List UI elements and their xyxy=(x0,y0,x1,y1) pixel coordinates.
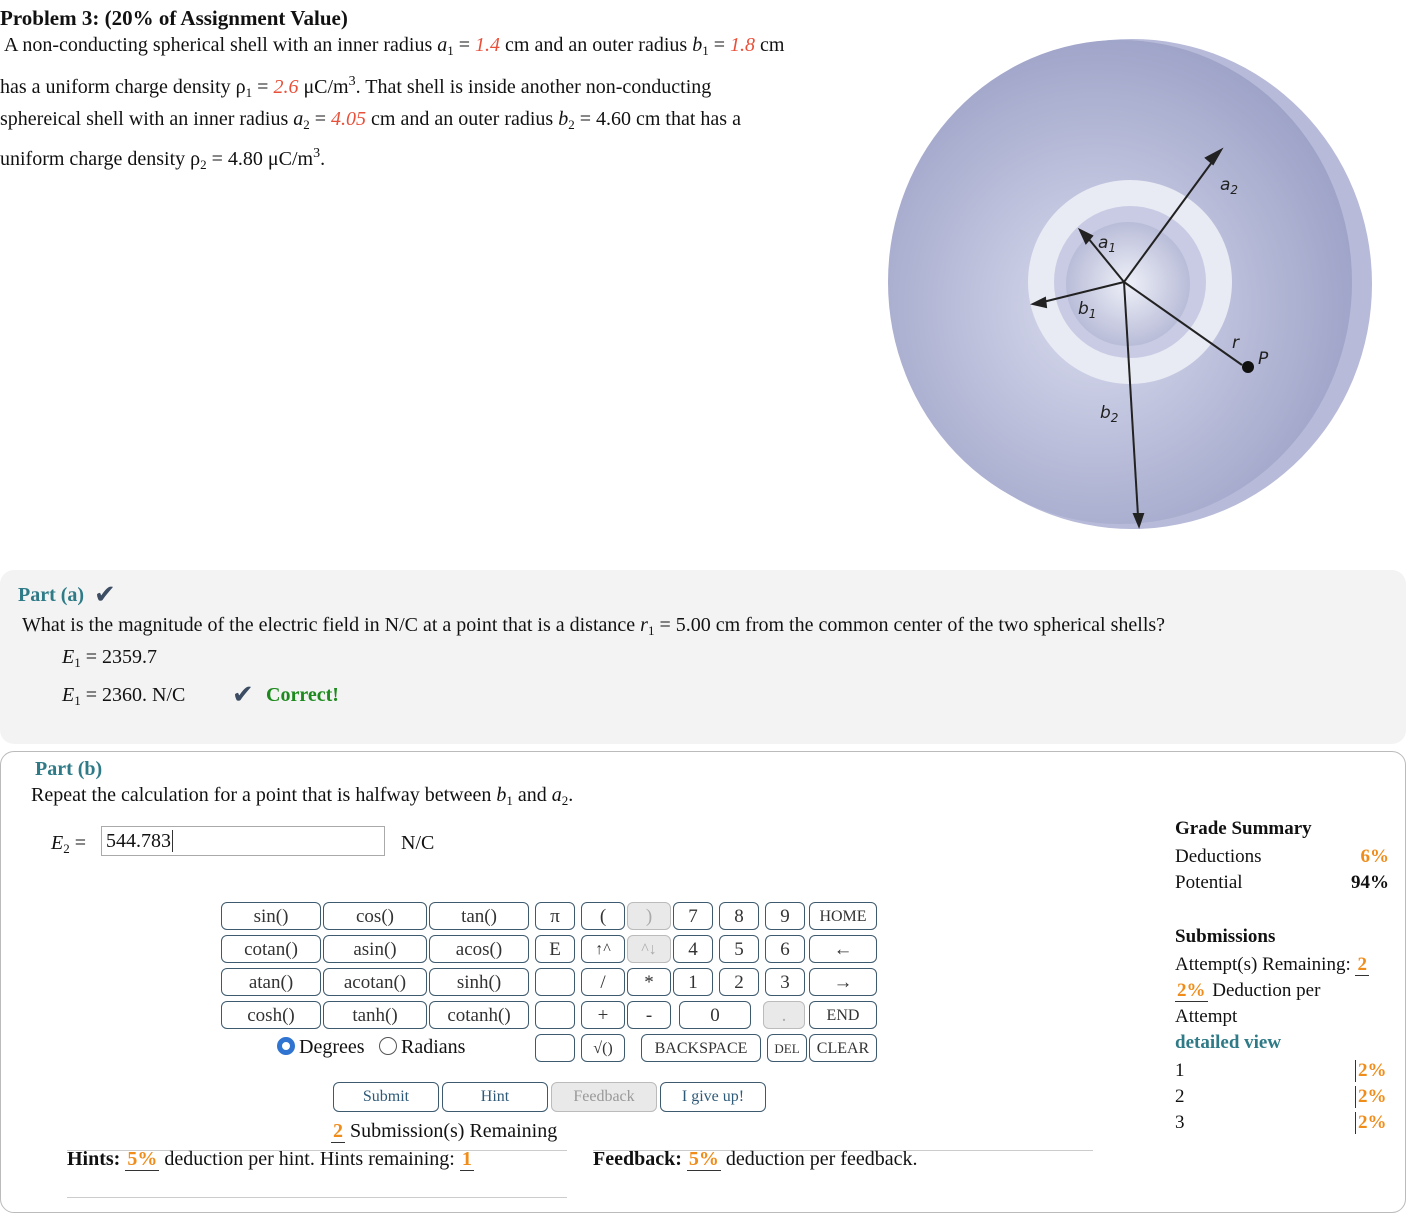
key-6[interactable]: 6 xyxy=(765,935,805,963)
key-end[interactable]: END xyxy=(809,1001,877,1029)
part-b-panel xyxy=(0,751,1406,1213)
key-backspace[interactable]: BACKSPACE xyxy=(641,1034,761,1062)
part-b-question: Repeat the calculation for a point that is halfway between $b_1$ and $a_2$. xyxy=(31,784,574,808)
key-atan[interactable]: atan() xyxy=(221,968,321,996)
feedback-button[interactable]: Feedback xyxy=(551,1082,657,1112)
submissions-remaining: 2 Submission(s) Remaining xyxy=(333,1120,558,1142)
part-a-question: What is the magnitude of the electric field in N/C at a point that is a distance $r_1 = 5.00$ cm from the common center of the two spherical shells? xyxy=(22,614,1166,638)
key-sinh[interactable]: sinh() xyxy=(429,968,529,996)
key-del[interactable]: DEL xyxy=(767,1034,807,1062)
feedback-info: Feedback: 5% deduction per feedback. xyxy=(593,1148,918,1170)
answer-input[interactable]: 544.783 xyxy=(101,826,385,856)
potential-label: Potential xyxy=(1175,872,1243,893)
key-blank-1[interactable] xyxy=(535,968,575,996)
b2-value: 4.60 xyxy=(595,108,631,130)
key-plus[interactable]: + xyxy=(581,1001,625,1029)
key-5[interactable]: 5 xyxy=(719,935,759,963)
key-minus[interactable]: - xyxy=(627,1001,671,1029)
divider-bottom xyxy=(67,1197,567,1198)
a2-value: 4.05 xyxy=(331,108,367,130)
problem-text-line3: sphereical shell with an inner radius $a_2 = 4.05$ cm and an outer radius $b_2 = 4.60$ cm that has a xyxy=(0,108,741,132)
hint-button[interactable]: Hint xyxy=(442,1082,548,1112)
key-9[interactable]: 9 xyxy=(765,902,805,930)
potential-value: 94% xyxy=(1351,872,1389,893)
key-cosh[interactable]: cosh() xyxy=(221,1001,321,1029)
part-a-panel xyxy=(0,570,1406,744)
part-a-entered: $E_1 = 2359.7$ xyxy=(62,646,157,670)
problem-text-line2: has a uniform charge density $\rho_1 = 2.6$ $\mu C/m^3$. That shell is inside another non-conducting xyxy=(0,74,712,100)
label-a1: $a_1$ xyxy=(1098,233,1117,255)
key-blank-2[interactable] xyxy=(535,1001,575,1029)
key-tanh[interactable]: tanh() xyxy=(323,1001,427,1029)
label-r: r xyxy=(1232,333,1239,353)
deductions-value: 6% xyxy=(1360,846,1389,867)
part-a-header[interactable]: Part (a) xyxy=(18,584,85,606)
give-up-button[interactable]: I give up! xyxy=(660,1082,766,1112)
label-b1: $b_1$ xyxy=(1078,299,1097,321)
submissions-title: Submissions xyxy=(1175,926,1276,947)
problem-title: Problem 3: (20% of Assignment Value) xyxy=(0,6,348,30)
submit-button[interactable]: Submit xyxy=(333,1082,439,1112)
radio-selected-icon xyxy=(277,1037,295,1055)
key-acotan[interactable]: acotan() xyxy=(323,968,427,996)
attempts-remaining: Attempt(s) Remaining: 2 xyxy=(1175,954,1367,975)
submission-row-3: 3 xyxy=(1175,1112,1185,1133)
problem-text-line4: uniform charge density $\rho_2 = 4.80$ $\mu C/m^3$. xyxy=(0,146,326,172)
submission-row-2-pct: 2% xyxy=(1355,1086,1387,1108)
key-asin[interactable]: asin() xyxy=(323,935,427,963)
key-e[interactable]: E xyxy=(535,935,575,963)
problem-text-line1: A non-conducting spherical shell with an inner radius $a_1 = 1.4$ cm and an outer radius $b_1 = 1.8$ cm xyxy=(4,34,785,58)
attempt-word: Attempt xyxy=(1175,1006,1238,1027)
key-cos[interactable]: cos() xyxy=(323,902,427,930)
radians-radio[interactable]: Radians xyxy=(379,1036,465,1059)
label-p: P xyxy=(1258,349,1269,369)
key-cotan[interactable]: cotan() xyxy=(221,935,321,963)
units-label: N/C xyxy=(401,832,435,854)
detailed-view-link[interactable]: detailed view xyxy=(1175,1032,1282,1053)
part-a-result: $E_1 = 2360$. N/C xyxy=(62,684,186,708)
key-close-paren[interactable]: ) xyxy=(627,902,671,930)
correct-label: Correct! xyxy=(266,684,339,706)
key-home[interactable]: HOME xyxy=(809,902,877,930)
point-p xyxy=(1242,361,1254,373)
key-sin[interactable]: sin() xyxy=(221,902,321,930)
key-right-arrow[interactable]: → xyxy=(809,968,877,996)
key-8[interactable]: 8 xyxy=(719,902,759,930)
key-2[interactable]: 2 xyxy=(719,968,759,996)
submission-row-1: 1 xyxy=(1175,1060,1185,1081)
key-subscript[interactable]: ^↓ xyxy=(627,935,671,963)
key-open-paren[interactable]: ( xyxy=(581,902,625,930)
submission-row-3-pct: 2% xyxy=(1355,1112,1387,1134)
checkmark-icon: ✔ xyxy=(94,580,116,609)
submission-row-2: 2 xyxy=(1175,1086,1185,1107)
grade-summary-title: Grade Summary xyxy=(1175,818,1312,839)
key-divide[interactable]: / xyxy=(581,968,625,996)
part-b-header[interactable]: Part (b) xyxy=(35,758,103,780)
key-power[interactable]: ↑^ xyxy=(581,935,625,963)
key-decimal[interactable]: . xyxy=(763,1001,805,1029)
hints-info: Hints: 5% deduction per hint. Hints remaining: 1 xyxy=(67,1148,472,1170)
key-clear[interactable]: CLEAR xyxy=(809,1034,877,1062)
key-sqrt[interactable]: √() xyxy=(581,1034,625,1062)
key-multiply[interactable]: * xyxy=(627,968,671,996)
e2-label: $E_2$ = xyxy=(51,832,86,856)
key-3[interactable]: 3 xyxy=(765,968,805,996)
key-acos[interactable]: acos() xyxy=(429,935,529,963)
label-b2: $b_2$ xyxy=(1100,403,1119,425)
label-a2: $a_2$ xyxy=(1220,175,1239,197)
correct-check-icon: ✔ xyxy=(232,680,254,709)
key-7[interactable]: 7 xyxy=(673,902,713,930)
a1-value: 1.4 xyxy=(475,34,501,56)
key-pi[interactable]: π xyxy=(535,902,575,930)
rho2-value: 4.80 xyxy=(227,148,263,170)
rho1-value: 2.6 xyxy=(273,76,299,98)
key-blank-3[interactable] xyxy=(535,1034,575,1062)
key-cotanh[interactable]: cotanh() xyxy=(429,1001,529,1029)
key-left-arrow[interactable]: ← xyxy=(809,935,877,963)
deduction-per-attempt: 2% Deduction per xyxy=(1177,980,1321,1001)
key-tan[interactable]: tan() xyxy=(429,902,529,930)
key-0[interactable]: 0 xyxy=(679,1001,751,1029)
radio-unselected-icon xyxy=(379,1037,397,1055)
deductions-label: Deductions xyxy=(1175,846,1262,867)
submission-row-1-pct: 2% xyxy=(1355,1060,1387,1082)
key-1[interactable]: 1 xyxy=(673,968,713,996)
spherical-shell-figure xyxy=(880,20,1380,540)
key-4[interactable]: 4 xyxy=(673,935,713,963)
b1-value: 1.8 xyxy=(729,34,755,56)
degrees-radio[interactable]: Degrees xyxy=(277,1036,365,1059)
